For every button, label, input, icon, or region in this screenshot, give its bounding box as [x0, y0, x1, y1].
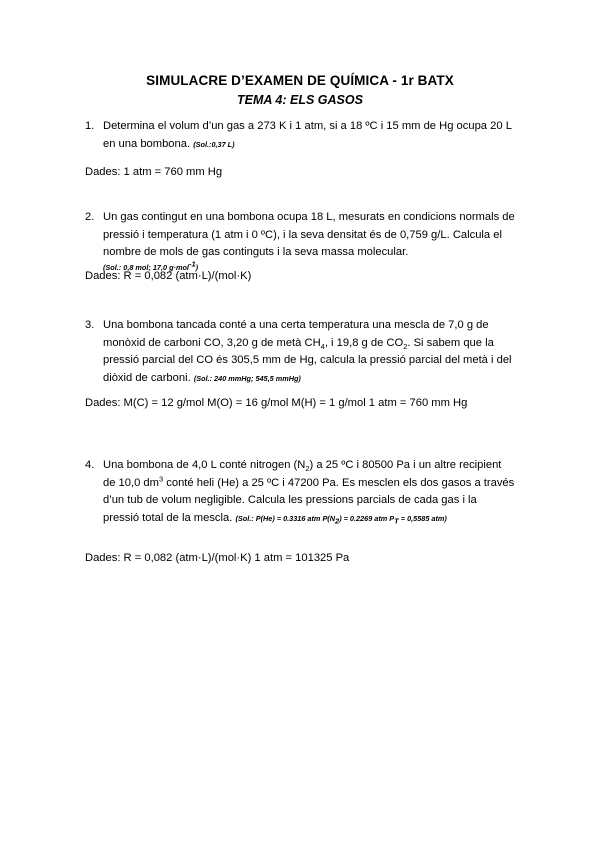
dades-3: Dades: M(C) = 12 g/mol M(O) = 16 g/mol M(H) = 1 g/mol 1 atm = 760 mm Hg — [85, 397, 468, 409]
question-text-cont: ) a 25 ºC i 80500 Pa i un altre recipient de 10,0 dm — [103, 459, 502, 489]
solution-subscript: T — [394, 515, 399, 525]
question-text: Un gas contingut en una bombona ocupa 18 L, mesurats en condicions normals de pressió i temperatura (1 atm i 0 ºC), i la seva densitat és de 0,759 g/L. Calcula el nombre de mols de gas continguts i la seva massa molecular. — [103, 211, 515, 258]
question-number: 3. — [85, 319, 95, 331]
page-subtitle: TEMA 4: ELS GASOS — [237, 93, 363, 107]
solution-text-end: ) — [195, 262, 199, 272]
question-text: Una bombona tancada conté a una certa temperatura una mescla de 7,0 g de monòxid de carboni CO, 3,20 g de metà CH — [103, 319, 489, 349]
question-body — [103, 317, 515, 387]
page-title: SIMULACRE D’EXAMEN DE QUÍMICA - 1r BATX — [146, 73, 454, 88]
question-2 — [85, 209, 515, 273]
solution-subscript: 2 — [335, 515, 340, 525]
subscript: 2 — [403, 341, 408, 351]
solution-text: (Sol.: 0,8 mol; 17,0 g·mol — [103, 262, 189, 272]
solution-text-cont: ) = 0.2269 atm P — [339, 513, 395, 523]
superscript: 3 — [158, 473, 164, 483]
question-4 — [85, 457, 515, 527]
solution-note: (Sol.: 240 mmHg; 545,5 mmHg) — [193, 373, 301, 383]
question-3 — [85, 317, 515, 387]
question-1 — [85, 118, 515, 153]
question-body — [103, 118, 515, 153]
question-number: 2. — [85, 211, 95, 223]
solution-note — [235, 514, 446, 523]
dades-4: Dades: R = 0,082 (atm·L)/(mol·K) 1 atm = 101325 Pa — [85, 552, 350, 564]
subscript: 2 — [305, 464, 310, 474]
question-body — [103, 209, 515, 273]
solution-note: (Sol.:0,37 L) — [193, 139, 235, 149]
question-text-cont: , i 19,8 g de CO — [324, 336, 404, 349]
question-text-end: conté heli (He) a 25 ºC i 47200 Pa. Es mesclen els dos gasos a través d’un tub de volum negligible. Calcula les pressions parcials de cada gas i la pressió total de la mescla. — [103, 476, 515, 524]
question-text-end: . Si sabem que la pressió parcial del CO és 305,5 mm de Hg, calcula la pressió parcial del metà i del diòxid de carboni. — [103, 336, 512, 384]
question-text: Determina el volum d’un gas a 273 K i 1 atm, si a 18 ºC i 15 mm de Hg ocupa 20 L en una bombona. — [103, 120, 512, 150]
dades-1: Dades: 1 atm = 760 mm Hg — [85, 166, 223, 178]
question-body — [103, 457, 515, 527]
solution-superscript: -1 — [188, 259, 196, 269]
dades-2: Dades: R = 0,082 (atm·L)/(mol·K) — [85, 270, 252, 282]
question-text: Una bombona de 4,0 L conté nitrogen (N — [103, 459, 306, 471]
solution-text: (Sol.: P(He) = 0.3316 atm P(N — [235, 513, 336, 523]
question-number: 4. — [85, 459, 95, 471]
subscript: 4 — [320, 341, 325, 351]
solution-text-end: = 0,5585 atm) — [398, 513, 447, 523]
question-number: 1. — [85, 120, 95, 132]
